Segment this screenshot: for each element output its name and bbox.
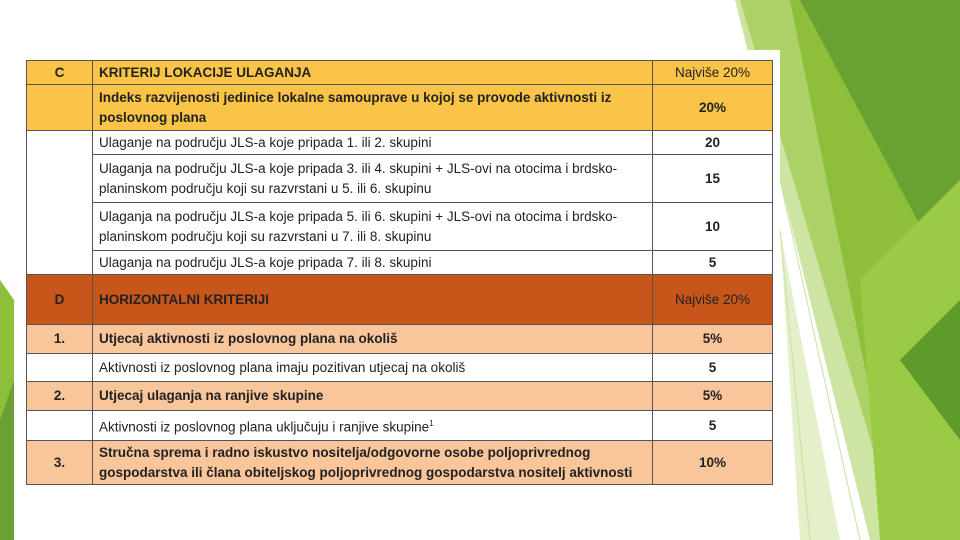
row-points: 15: [653, 155, 773, 203]
row-points: 10: [653, 203, 773, 251]
section-title: KRITERIJ LOKACIJE ULAGANJA: [93, 61, 653, 85]
index-row: [27, 85, 773, 131]
footnote-marker: 1: [429, 418, 434, 428]
table-row: [27, 354, 773, 382]
section-c-header-row: [27, 61, 773, 85]
criterion-row: [27, 325, 773, 354]
section-d-header-row: [27, 275, 773, 325]
criterion-row: [27, 382, 773, 411]
code-cell: [27, 131, 93, 275]
criterion-number: 1.: [27, 325, 93, 354]
row-points: 20: [653, 131, 773, 155]
criterion-number: 3.: [27, 441, 93, 485]
criteria-document: [14, 50, 780, 508]
table-row: [27, 155, 773, 203]
table-row: [27, 203, 773, 251]
row-text: Ulaganja na području JLS-a koje pripada 3. ili 4. skupini + JLS-ovi na otocima i brdsko-planinskom području koji su razvrstani u 5. ili 6. skupinu: [93, 155, 653, 203]
criterion-percent: 5%: [653, 325, 773, 354]
table-row: [27, 131, 773, 155]
row-text: Aktivnosti iz poslovnog plana imaju pozitivan utjecaj na okoliš: [93, 354, 653, 382]
section-max: Najviše 20%: [653, 275, 773, 325]
code-cell: [27, 411, 93, 441]
table-row: [27, 411, 773, 441]
row-text: [93, 411, 653, 441]
criterion-title: Stručna sprema i radno iskustvo nositelja/odgovorne osobe poljoprivrednog gospodarstva ili člana obiteljskog poljoprivrednog gospodarstva nositelj aktivnosti: [93, 441, 653, 485]
code-cell: [27, 85, 93, 131]
row-text: Ulaganje na području JLS-a koje pripada 1. ili 2. skupini: [93, 131, 653, 155]
criteria-table: [26, 60, 773, 485]
index-text: Indeks razvijenosti jedinice lokalne samouprave u kojoj se provode aktivnosti iz poslovnog plana: [93, 85, 653, 131]
row-points: 5: [653, 411, 773, 441]
row-points: 5: [653, 354, 773, 382]
criterion-percent: 10%: [653, 441, 773, 485]
row-points: 5: [653, 251, 773, 275]
section-code: C: [27, 61, 93, 85]
criterion-number: 2.: [27, 382, 93, 411]
criterion-title: Utjecaj aktivnosti iz poslovnog plana na okoliš: [93, 325, 653, 354]
section-max: Najviše 20%: [653, 61, 773, 85]
table-row: [27, 251, 773, 275]
row-text: Ulaganja na području JLS-a koje pripada 5. ili 6. skupini + JLS-ovi na otocima i brdsko-planinskom području koji su razvrstani u 7. ili 8. skupinu: [93, 203, 653, 251]
criterion-title: Utjecaj ulaganja na ranjive skupine: [93, 382, 653, 411]
row-text: Ulaganja na području JLS-a koje pripada 7. ili 8. skupini: [93, 251, 653, 275]
section-code: D: [27, 275, 93, 325]
criterion-percent: 5%: [653, 382, 773, 411]
row-text-content: Aktivnosti iz poslovnog plana uključuju i ranjive skupine: [99, 419, 430, 435]
code-cell: [27, 354, 93, 382]
index-value: 20%: [653, 85, 773, 131]
criterion-row: [27, 441, 773, 485]
section-title: HORIZONTALNI KRITERIJI: [93, 275, 653, 325]
